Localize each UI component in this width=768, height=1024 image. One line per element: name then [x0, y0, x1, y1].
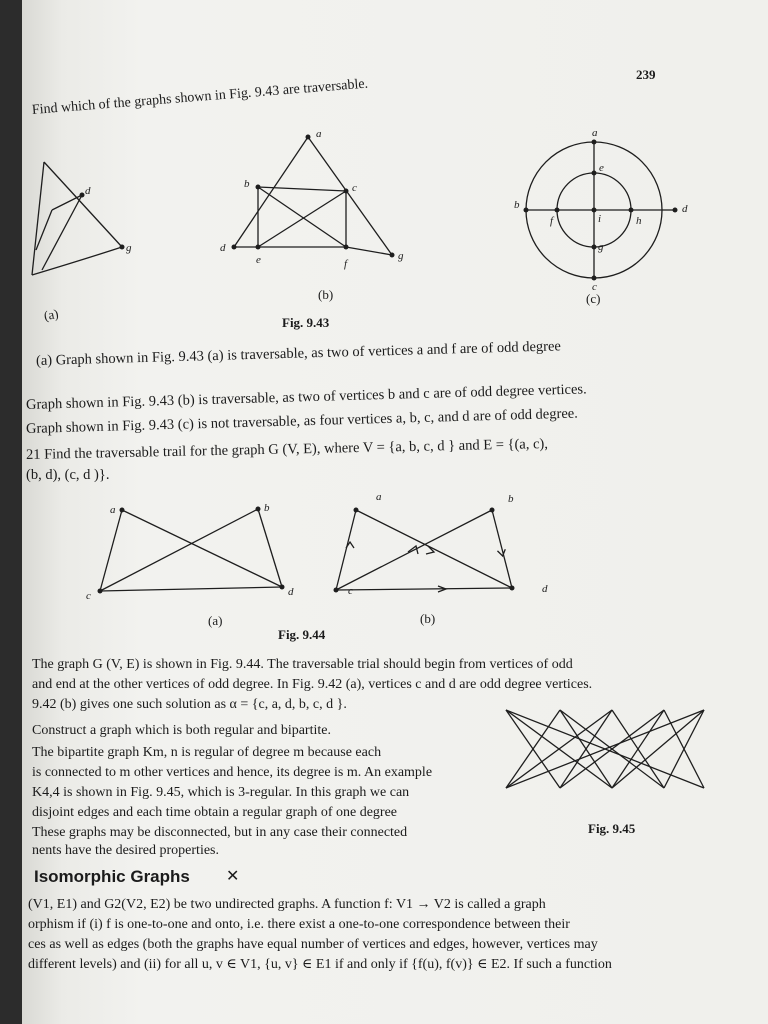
- solution-21-line-3: 9.42 (b) gives one such solution as α = {c, a, d, b, c, d }.: [32, 697, 347, 712]
- figure-9-44-a: [86, 495, 332, 605]
- vertex-b: [524, 208, 529, 213]
- vertex-label: f: [344, 258, 348, 270]
- answer-a: (a) Graph shown in Fig. 9.43 (a) is traversable, as two of vertices a and f are of odd degree: [35, 338, 562, 369]
- vertex-b: [490, 508, 495, 513]
- vertex-label: a: [110, 504, 116, 516]
- solution-22-line-6: nents have the desired properties.: [32, 843, 219, 858]
- edge: [346, 247, 392, 255]
- solution-22-line-3: K4,4 is shown in Fig. 9.45, which is 3-regular. In this graph we can: [32, 785, 410, 800]
- vertex-i: [592, 208, 597, 213]
- vertex-label: c: [348, 585, 353, 597]
- edge: [308, 137, 392, 255]
- figure-9-45: [496, 700, 726, 820]
- vertex-a: [306, 135, 311, 140]
- figure-9-43-caption: Fig. 9.43: [282, 315, 330, 330]
- figure-9-43-c: [512, 127, 692, 293]
- vertex-label: c: [352, 182, 357, 194]
- vertex-g: [390, 253, 395, 258]
- edge: [42, 195, 82, 270]
- vertex-label: c: [592, 281, 597, 293]
- vertex-label: i: [598, 213, 602, 225]
- figure-9-43-a: [22, 150, 162, 290]
- edge: [100, 509, 258, 591]
- vertex-label: e: [599, 162, 604, 174]
- isomorphic-line-1: (V1, E1) and G2(V2, E2) be two undirected graphs. A function f: V1 → V2 is called a graph: [28, 897, 546, 912]
- vertex-d: [280, 585, 285, 590]
- solution-22-line-1: The bipartite graph Km, n is regular of degree m because each: [32, 745, 382, 760]
- isomorphic-line-4: different levels) and (ii) for all u, v ∈ V1, {u, v} ∈ E1 if and only if {f(u), f(v)} ∈ E2. If such a function: [28, 957, 612, 972]
- vertex-f: [344, 245, 349, 250]
- vertex-label: b: [508, 493, 514, 505]
- vertex-c: [344, 189, 349, 194]
- vertex-a: [592, 140, 597, 145]
- vertex-a: [120, 508, 125, 513]
- figure-9-45-caption: Fig. 9.45: [588, 821, 636, 836]
- vertex-c: [592, 276, 597, 281]
- figure-9-43-c-label: (c): [586, 291, 601, 306]
- edge: [122, 510, 282, 587]
- edge: [234, 137, 308, 247]
- edge: [32, 162, 44, 275]
- vertex-label: a: [316, 128, 322, 140]
- figure-9-44-caption: Fig. 9.44: [278, 627, 326, 642]
- solution-22-line-2: is connected to m other vertices and hence, its degree is m. An example: [32, 765, 433, 780]
- example-22: Construct a graph which is both regular and bipartite.: [32, 723, 331, 738]
- vertex-c: [98, 589, 103, 594]
- vertex: [120, 245, 125, 250]
- answer-c: Graph shown in Fig. 9.43 (c) is not traversable, as four vertices a, b, c, and d are of odd degree.: [25, 405, 579, 437]
- vertex-a: [354, 508, 359, 513]
- vertex-label: d: [682, 203, 688, 215]
- section-heading: Isomorphic Graphs: [34, 867, 190, 886]
- vertex-c: [334, 588, 339, 593]
- vertex-f: [555, 208, 560, 213]
- vertex-label: e: [256, 254, 261, 266]
- edge: [612, 710, 704, 788]
- figure-9-43-b-label: (b): [318, 287, 334, 302]
- vertex-h: [629, 208, 634, 213]
- example-21-line-2: (b, d), (c, d )}.: [26, 467, 110, 483]
- edge: [336, 510, 356, 590]
- vertex-b: [256, 185, 261, 190]
- vertex-label: c: [86, 590, 91, 602]
- vertex-d: [673, 208, 678, 213]
- vertex-d: [510, 586, 515, 591]
- vertex-label: f: [550, 215, 554, 227]
- vertex-label: d: [288, 586, 294, 598]
- edge: [100, 510, 122, 591]
- example-21-line-1: 21 Find the traversable trail for the graph G (V, E), where V = {a, b, c, d } and E = {(a, c),: [25, 436, 549, 463]
- page-number: 239: [636, 67, 656, 82]
- vertex-e: [592, 171, 597, 176]
- vertex-label: h: [636, 215, 642, 227]
- edge: [356, 510, 512, 588]
- edge: [44, 162, 122, 247]
- cross-mark: ✕: [226, 868, 240, 885]
- vertex-label: g: [126, 242, 132, 254]
- vertex-label: a: [592, 127, 598, 139]
- solution-22-line-4: disjoint edges and each time obtain a regular graph of one degree: [32, 805, 398, 820]
- vertex-label: g: [598, 241, 604, 253]
- vertex-label: b: [264, 502, 270, 514]
- vertex-label: g: [398, 250, 404, 262]
- vertex-e: [256, 245, 261, 250]
- vertex-g: [592, 245, 597, 250]
- figure-9-43-b: [192, 125, 432, 275]
- figure-9-44-a-label: (a): [208, 613, 223, 628]
- isomorphic-line-3: ces as well as edges (both the graphs have equal number of vertices and edges, however, vertices may: [28, 937, 598, 952]
- answer-b: Graph shown in Fig. 9.43 (b) is traversable, as two of vertices b and c are of odd degree vertices.: [25, 381, 587, 413]
- edge: [100, 587, 282, 591]
- vertex-label: a: [376, 491, 382, 503]
- isomorphic-line-2: orphism if (i) f is one-to-one and onto, i.e. there exist a one-to-one correspondence between their: [28, 917, 570, 932]
- figure-9-43-a-label: (a): [42, 305, 60, 324]
- book-page: [22, 0, 768, 1024]
- vertex-label: d: [542, 583, 548, 595]
- vertex-b: [256, 507, 261, 512]
- edge: [32, 247, 122, 275]
- solution-22-line-5: These graphs may be disconnected, but in any case their connected: [32, 825, 408, 840]
- vertex-label: d: [85, 185, 91, 197]
- figure-9-44-b: [322, 490, 562, 600]
- vertex-label: b: [514, 199, 520, 211]
- edge: [336, 588, 512, 590]
- vertex-label: d: [220, 242, 226, 254]
- edge: [258, 187, 346, 191]
- arrowhead: [426, 546, 434, 554]
- solution-21-line-1: The graph G (V, E) is shown in Fig. 9.44. The traversable trial should begin from vertices of odd: [32, 657, 573, 672]
- vertex-label: b: [244, 178, 250, 190]
- vertex-d: [232, 245, 237, 250]
- figure-9-44-b-label: (b): [420, 611, 436, 626]
- edge: [336, 510, 492, 590]
- edge: [492, 510, 512, 588]
- edge: [258, 509, 282, 587]
- vertex: [80, 193, 85, 198]
- solution-21-line-2: and end at the other vertices of odd degree. In Fig. 9.42 (a), vertices c and d are odd degree vertices.: [32, 677, 593, 692]
- question-text: Find which of the graphs shown in Fig. 9.43 are traversable.: [31, 76, 369, 118]
